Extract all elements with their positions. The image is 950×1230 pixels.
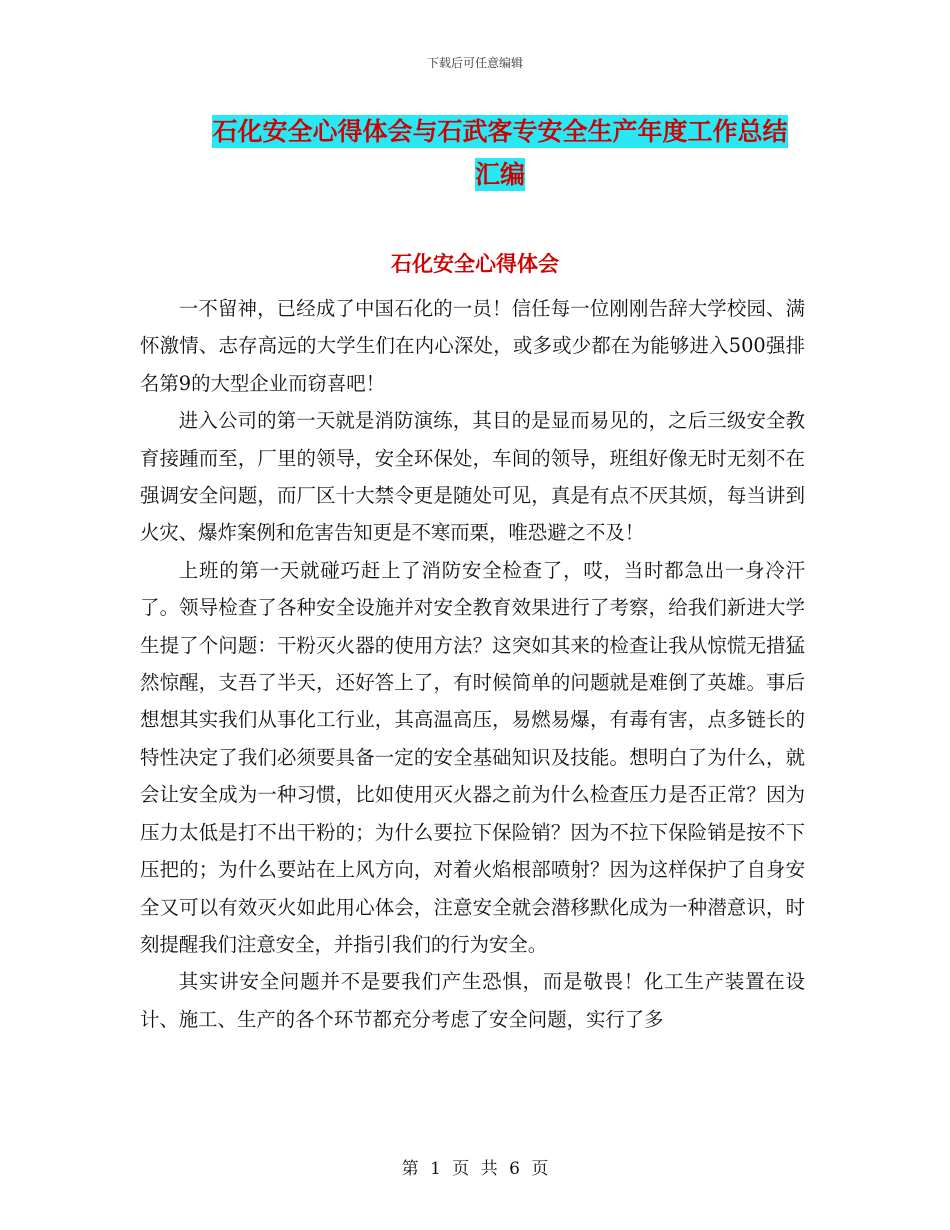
title-line-2: 汇编 [474, 160, 525, 189]
paragraph-3: 上班的第一天就碰巧赶上了消防安全检查了，哎，当时都急出一身冷汗了。领导检查了各种安全设施并对安全教育效果进行了考察，给我们新进大学生提了个问题：干粉灭火器的使用方法？这突如其来的检查让我从惊慌无措猛然惊醒，支吾了半天，还好答上了，有时候简单的问题就是难倒了英雄。事后想想其实我们从事化工行业，其高温高压，易燃易爆，有毒有害，点多链长的特性决定了我们必须要具备一定的安全基础知识及技能。想明白了为什么，就会让安全成为一种习惯，比如使用灭火器之前为什么检查压力是否正常？因为压力太低是打不出干粉的；为什么要拉下保险销？因为不拉下保险销是按不下压把的；为什么要站在上风方向，对着火焰根部喷射？因为这样保护了自身安全又可以有效灭火如此用心体会，注意安全就会潜移默化成为一种潜意识，时刻提醒我们注意安全，并指引我们的行为安全。 [140, 558, 805, 956]
paragraph-4: 其实讲安全问题并不是要我们产生恐惧，而是敬畏！化工生产装置在设计、施工、生产的各个环节都充分考虑了安全问题，实行了多 [140, 970, 805, 1031]
document-title [190, 110, 810, 196]
paragraph-1: 一不留神，已经成了中国石化的一员！信任每一位刚刚告辞大学校园、满怀激情、志存高远的大学生们在内心深处，或多或少都在为能够进入500强排名第9的大型企业而窃喜吧！ [140, 297, 805, 395]
section-title: 石化安全心得体会 [391, 251, 559, 276]
body-text [140, 290, 805, 1038]
page-number: 第 1 页 共 6 页 [401, 1159, 549, 1179]
header-note: 下载后可任意编辑 [426, 56, 523, 70]
paragraph-2: 进入公司的第一天就是消防演练，其目的是显而易见的，之后三级安全教育接踵而至，厂里的领导，安全环保处，车间的领导，班组好像无时无刻不在强调安全问题，而厂区十大禁令更是随处可见，真是有点不厌其烦，每当讲到火灾、爆炸案例和危害告知更是不寒而栗，唯恐避之不及！ [140, 409, 805, 545]
title-line-1: 石化安全心得体会与石武客专安全生产年度工作总结 [212, 117, 788, 146]
